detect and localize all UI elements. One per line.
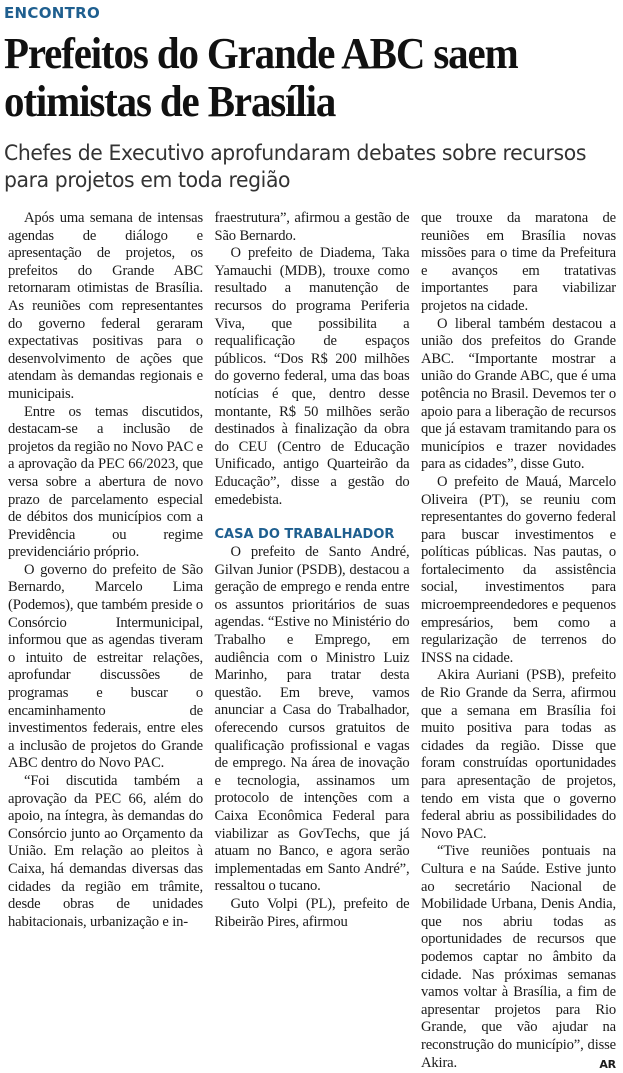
paragraph: Akira Auriani (PSB), prefeito de Rio Grande da Serra, afirmou que a semana em Brasília foi muito positiva para todas as cidades da região. Disse que foram construídas oportunidades para apresentação de projetos, tendo em vista que o governo federal abriu as possibilidades do Novo PAC.	[421, 667, 616, 843]
paragraph: “Foi discutida também a aprovação da PEC 66, além do apoio, na íntegra, às demandas do Consórcio junto ao Orçamento da União. Em relação ao pleitos à Caixa, há demandas diversas das cidades da região em trâmite, desde obras de unidades habitacionais, urbanização e in-	[8, 773, 203, 931]
paragraph	[421, 843, 616, 1072]
headline: Prefeitos do Grande ABC saem otimistas de Brasília	[4, 30, 576, 126]
subtitle: CASA DO TRABALHADOR	[215, 527, 410, 542]
paragraph-text: “Tive reuniões pontuais na Cultura e na Saúde. Estive junto ao secretário Nacional de Mobilidade Urbana, Denis Andia, que nos abriu todas as oportunidades de recursos que podemos captar no âmbito da cidade. Nas próximas semanas vamos voltar à Brasília, a fim de apresentar projetos para Rio Grande, que vão ajudar na reconstrução do município”, disse Akira.	[421, 843, 616, 1070]
paragraph: que trouxe da maratona de reuniões em Brasília novas missões para o time da Prefeitura e avanços em tratativas importantes para viabilizar projetos na cidade.	[421, 210, 616, 316]
subheadline: Chefes de Executivo aprofundaram debates sobre recursos para projetos em toda região	[4, 140, 601, 194]
paragraph: O prefeito de Santo André, Gilvan Junior (PSDB), destacou a geração de emprego e renda entre os assuntos prioritários de suas agendas. “Estive no Ministério do Trabalho e Emprego, em audiência com o Ministro Luiz Marinho, para tratar desta questão. Em breve, vamos anunciar a Casa do Trabalhador, oferecendo cursos gratuitos de qualificação profissional e vagas de emprego. Na área de inovação e tecnologia, assinamos um protocolo de intenções com a Caixa Econômica Federal para viabilizar as GovTechs, que já atuam no Banco, e agora serão implementadas em Santo André”, ressaltou o tucano.	[215, 544, 410, 896]
paragraph: Guto Volpi (PL), prefeito de Ribeirão Pires, afirmou	[215, 896, 410, 931]
column-2	[215, 210, 410, 1040]
paragraph: O governo do prefeito de São Bernardo, Marcelo Lima (Podemos), que também preside o Consórcio Intermunicipal, informou que as agendas tiveram o intuito de estreitar relações, aprofundar discussões de programas e buscar o encaminhamento de investimentos federais, entre eles a inclusão de projetos do Grande ABC dentro do Novo PAC.	[8, 562, 203, 773]
paragraph: O prefeito de Diadema, Taka Yamauchi (MDB), trouxe como resultado a manutenção de recursos do programa Periferia Viva, que possibilita a requalificação de espaços públicos. “Dos R$ 200 milhões do governo federal, uma das boas notícias é que, dentro desse montante, R$ 50 milhões serão destinados à finalização da obra do CEU (Centro de Educação Unificado, antigo Quarteirão da Educação”, disse a gestão do emedebista.	[215, 245, 410, 509]
paragraph: O liberal também destacou a união dos prefeitos do Grande ABC. “Importante mostrar a união do Grande ABC, que é uma potência no Brasil. Devemos ter o apoio para a liberação de recursos que já estavam tramitando para os municípios e trazer novidades para as cidades”, disse Guto.	[421, 316, 616, 474]
author-signature: AR	[583, 1056, 616, 1073]
column-1	[8, 210, 203, 1040]
paragraph: O prefeito de Mauá, Marcelo Oliveira (PT), se reuniu com representantes do governo federal para buscar investimentos e políticas públicas. Nas pautas, o fortalecimento da assistência social, investimentos para microempreendedores e pequenos empresários, bem como a regularização de terrenos do INSS na cidade.	[421, 474, 616, 668]
column-3	[421, 210, 616, 1040]
paragraph: Entre os temas discutidos, destacam-se a inclusão de projetos da região no Novo PAC e a aprovação da PEC 66/2023, que versa sobre a abertura de novo prazo de parcelamento especial de débitos dos municípios com a Previdência ou regime previdenciário próprio.	[8, 404, 203, 562]
paragraph: fraestrutura”, afirmou a gestão de São Bernardo.	[215, 210, 410, 245]
section-tag: ENCONTRO	[4, 4, 100, 22]
article-body	[8, 210, 616, 1040]
paragraph: Após uma semana de intensas agendas de diálogo e apresentação de projetos, os prefeitos do Grande ABC retornaram otimistas de Brasília. As reuniões com representantes do governo federal geraram expectativas positivas para o desenvolvimento de ações que atendam às demandas regionais e municipais.	[8, 210, 203, 404]
